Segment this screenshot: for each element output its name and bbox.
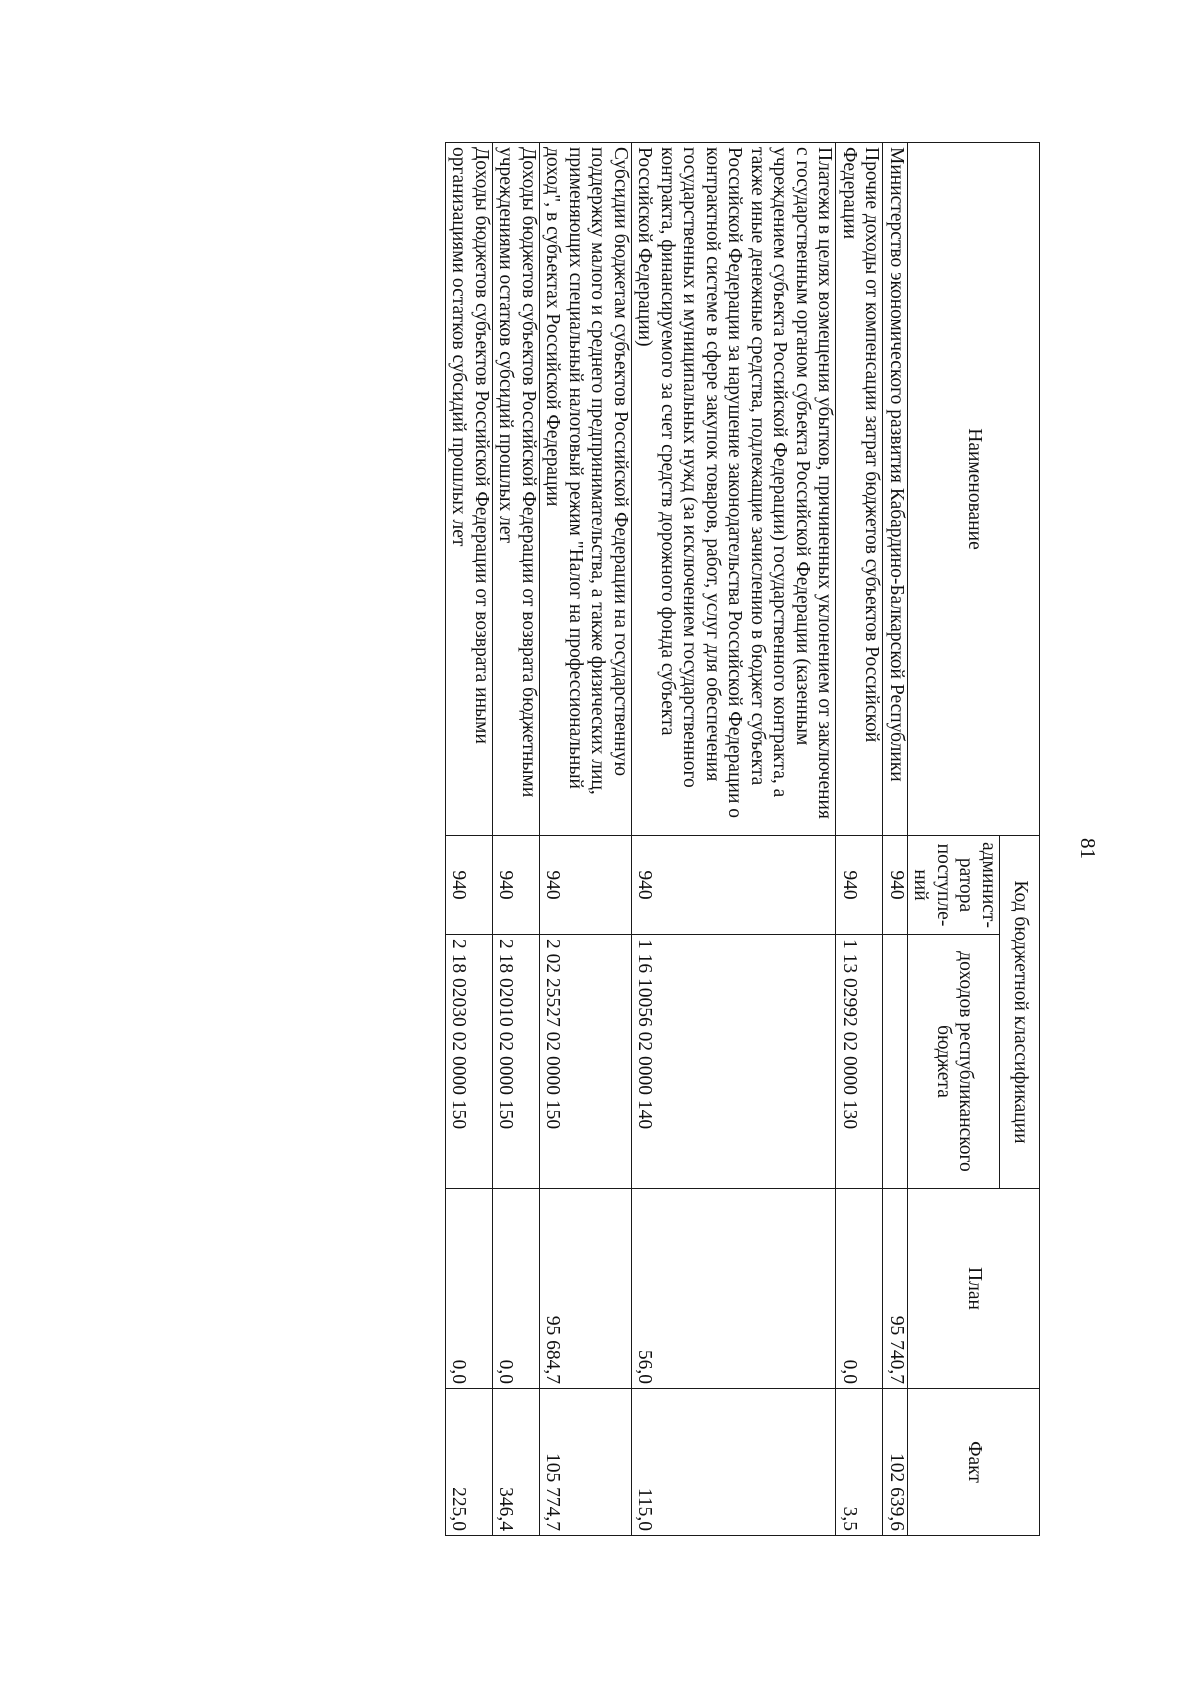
table-row (836, 143, 883, 1536)
row-plan: 95 684,7 (540, 1189, 632, 1389)
header-name: Наименование (908, 143, 1040, 836)
row-plan: 0,0 (446, 1189, 493, 1389)
header-income: доходов республиканского бюджета (908, 935, 1000, 1189)
row-income-code (883, 935, 908, 1189)
header-admin: админист-ратора поступле-ний (908, 836, 1000, 935)
row-name: Доходы бюджетов субъектов Российской Федерации от возврата бюджетными учреждениями остатков субсидий прошлых лет (493, 143, 540, 836)
row-fact: 102 639,6 (883, 1389, 908, 1536)
row-name: Министерство экономического развития Кабардино-Балкарской Республики (883, 143, 908, 836)
row-income-code: 1 16 10056 02 0000 140 (632, 935, 837, 1189)
row-name: Субсидии бюджетам субъектов Российской Федерации на государственную поддержку малого и среднего предпринимательства, а также физических лиц, применяющих специальный налоговый режим "Налог на профессиональный доход", в субъектах Российской Федерации (540, 143, 632, 836)
row-income-code: 2 18 02030 02 0000 150 (446, 935, 493, 1189)
row-fact: 225,0 (446, 1389, 493, 1536)
table-row (632, 143, 837, 1536)
header-plan: План (908, 1189, 1040, 1389)
row-admin-code: 940 (836, 836, 883, 935)
row-fact: 115,0 (632, 1389, 837, 1536)
row-plan: 0,0 (493, 1189, 540, 1389)
row-income-code: 2 02 25527 02 0000 150 (540, 935, 632, 1189)
header-fact: Факт (908, 1389, 1040, 1536)
row-income-code: 2 18 02010 02 0000 150 (493, 935, 540, 1189)
row-name: Платежи в целях возмещения убытков, причиненных уклонением от заключения с государственным органом субъекта Российской Федерации (казенным учреждением субъекта Российской Федерации) государственного контракта, а также иные денежные средства, подлежащие зачислению в бюджет субъекта Российской Федерации за нарушение законодательства Российской Федерации о контрактной системе в сфере закупок товаров, работ, услуг для обеспечения государственных и муниципальных нужд (за исключением государственного контракта, финансируемого за счет средств дорожного фонда субъекта Российской Федерации) (632, 143, 837, 836)
row-admin-code: 940 (493, 836, 540, 935)
page-number: 81 (1076, 838, 1100, 859)
row-plan: 0,0 (836, 1189, 883, 1389)
row-income-code: 1 13 02992 02 0000 130 (836, 935, 883, 1189)
table-row (446, 143, 493, 1536)
table-row (540, 143, 632, 1536)
row-fact: 105 774,7 (540, 1389, 632, 1536)
row-admin-code: 940 (446, 836, 493, 935)
row-fact: 346,4 (493, 1389, 540, 1536)
row-admin-code: 940 (883, 836, 908, 935)
row-admin-code: 940 (632, 836, 837, 935)
row-plan: 56,0 (632, 1189, 837, 1389)
row-name: Прочие доходы от компенсации затрат бюджетов субъектов Российской Федерации (836, 143, 883, 836)
header-row-top (1000, 143, 1040, 1536)
row-plan: 95 740,7 (883, 1189, 908, 1389)
row-name: Доходы бюджетов субъектов Российской Федерации от возврата иными организациями остатков субсидий прошлых лет (446, 143, 493, 836)
row-admin-code: 940 (540, 836, 632, 935)
table-row (883, 143, 908, 1536)
header-code-group: Код бюджетной классификации (1000, 836, 1040, 1189)
table-row (493, 143, 540, 1536)
budget-table (445, 142, 1040, 1536)
row-fact: 3,5 (836, 1389, 883, 1536)
